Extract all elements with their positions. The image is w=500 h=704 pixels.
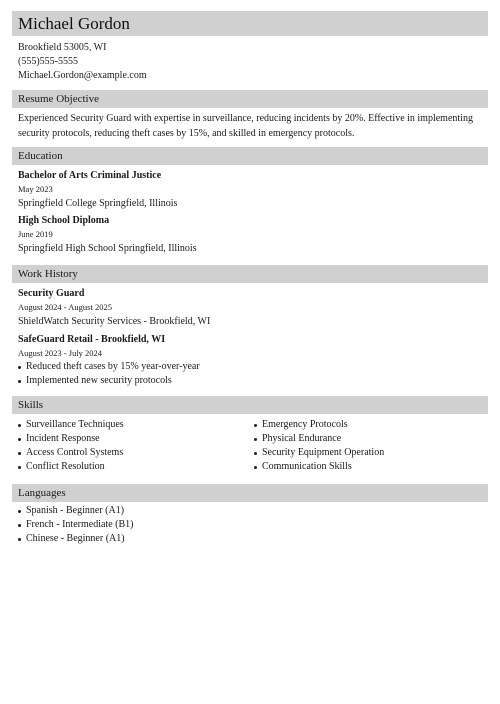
section-title-languages: Languages	[18, 487, 66, 499]
candidate-name: Michael Gordon	[18, 14, 130, 33]
list-item	[18, 446, 238, 460]
skills-list-left	[18, 418, 238, 474]
bullet-icon	[18, 380, 21, 383]
bullet-icon	[254, 452, 257, 455]
section-title-education: Education	[18, 150, 63, 162]
list-item	[18, 374, 488, 388]
skill-text: Conflict Resolution	[26, 461, 105, 472]
languages-list	[18, 504, 318, 546]
bullet-icon	[254, 438, 257, 441]
list-item	[254, 432, 484, 446]
list-item	[18, 418, 238, 432]
work-title: Security Guard	[18, 288, 85, 299]
list-item	[18, 360, 488, 374]
bullet-icon	[18, 466, 21, 469]
work-date: August 2023 - July 2024	[18, 348, 103, 358]
work-company: ShieldWatch Security Services - Brookfield, WI	[18, 316, 211, 327]
education-entry	[18, 214, 488, 256]
education-date: June 2019	[18, 229, 53, 239]
section-header-work	[12, 265, 488, 283]
bullet-icon	[18, 452, 21, 455]
bullet-icon	[254, 424, 257, 427]
bullet-icon	[18, 538, 21, 541]
skill-text: Emergency Protocols	[262, 419, 348, 430]
bullet-icon	[18, 524, 21, 527]
work-bullets	[18, 360, 488, 388]
bullet-icon	[18, 510, 21, 513]
list-item	[18, 432, 238, 446]
education-school: Springfield College Springfield, Illinois	[18, 198, 178, 209]
list-item	[254, 446, 484, 460]
section-header-education	[12, 147, 488, 165]
education-school: Springfield High School Springfield, Illinois	[18, 243, 197, 254]
skill-text: Security Equipment Operation	[262, 447, 385, 458]
contact-address: Brookfield 53005, WI	[18, 42, 107, 53]
list-item	[18, 518, 318, 532]
bullet-icon	[18, 424, 21, 427]
skill-text: Incident Response	[26, 433, 100, 444]
list-item	[18, 460, 238, 474]
language-text: French - Intermediate (B1)	[26, 519, 134, 530]
skill-text: Access Control Systems	[26, 447, 124, 458]
contact-phone: (555)555-5555	[18, 56, 78, 67]
section-title-work: Work History	[18, 268, 78, 280]
work-title: SafeGuard Retail - Brookfield, WI	[18, 334, 166, 345]
contact-email: Michael.Gordon@example.com	[18, 70, 147, 81]
section-header-languages	[12, 484, 488, 502]
contact-info	[18, 41, 147, 83]
objective-text: Experienced Security Guard with expertise in surveillance, reducing incidents by 20%. Effective in implementing security protocols, reducing theft cases by 15%, and skilled in emergency protocols.	[18, 113, 473, 139]
section-title-skills: Skills	[18, 399, 44, 411]
skill-text: Physical Endurance	[262, 433, 342, 444]
language-text: Chinese - Beginner (A1)	[26, 533, 125, 544]
work-entry	[18, 333, 488, 388]
skill-text: Communication Skills	[262, 461, 352, 472]
bullet-icon	[254, 466, 257, 469]
bullet-text: Reduced theft cases by 15% year-over-year	[26, 361, 200, 372]
list-item	[18, 504, 318, 518]
language-text: Spanish - Beginner (A1)	[26, 505, 125, 516]
list-item	[254, 418, 484, 432]
list-item	[18, 532, 318, 546]
section-header-objective	[12, 90, 488, 108]
bullet-icon	[18, 366, 21, 369]
work-date: August 2024 - August 2025	[18, 302, 112, 312]
education-degree: High School Diploma	[18, 215, 110, 226]
bullet-text: Implemented new security protocols	[26, 375, 172, 386]
list-item	[254, 460, 484, 474]
education-entry	[18, 169, 488, 211]
education-date: May 2023	[18, 184, 53, 194]
work-entry	[18, 287, 488, 329]
bullet-icon	[18, 438, 21, 441]
skills-list-right	[254, 418, 484, 474]
skill-text: Surveillance Techniques	[26, 419, 124, 430]
education-degree: Bachelor of Arts Criminal Justice	[18, 170, 162, 181]
section-header-skills	[12, 396, 488, 414]
section-title-objective: Resume Objective	[18, 93, 99, 105]
name-header	[12, 11, 488, 36]
